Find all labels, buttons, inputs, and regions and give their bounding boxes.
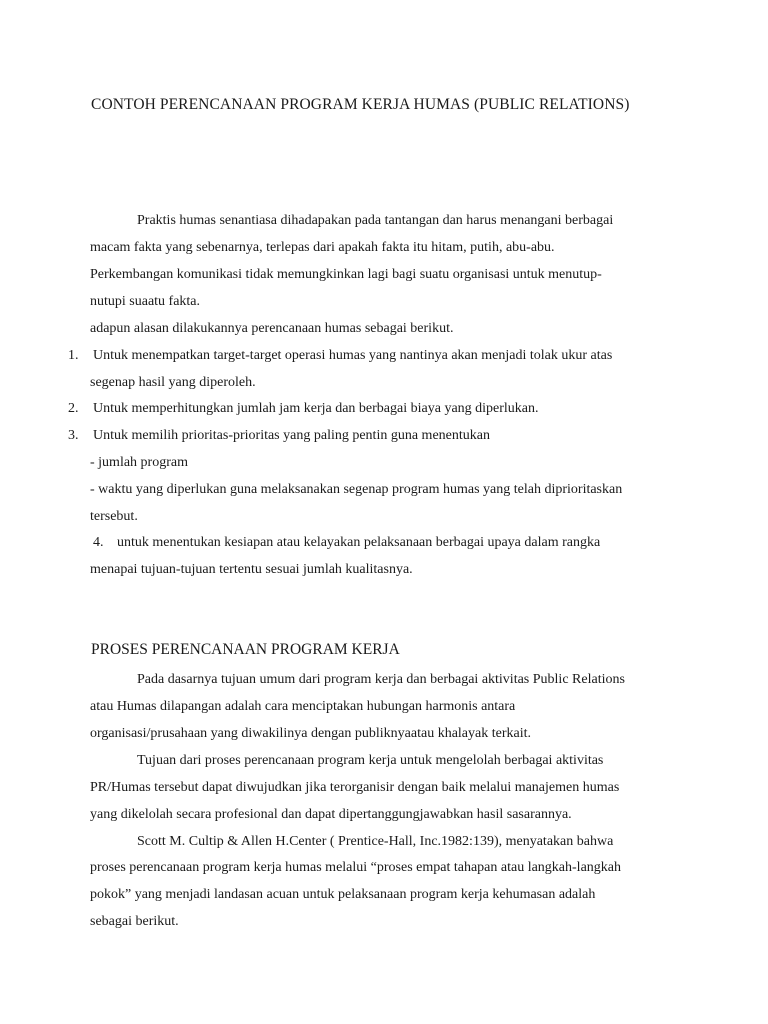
intro-line-4: nutupi suaatu fakta. <box>90 294 201 309</box>
list-number-3: 3. <box>68 428 79 443</box>
list-item-1-line-1: Untuk menempatkan target-target operasi humas yang nantinya akan menjadi tolak ukur atas <box>93 348 613 363</box>
intro-line-5: adapun alasan dilakukannya perencanaan humas sebagai berikut. <box>90 321 454 336</box>
list-item-3-sub-1: - jumlah program <box>90 455 188 470</box>
intro-line-3: Perkembangan komunikasi tidak memungkinkan lagi bagi suatu organisasi untuk menutup- <box>90 267 602 282</box>
list-item-2-line-1: Untuk memperhitungkan jumlah jam kerja dan berbagai biaya yang diperlukan. <box>93 401 539 416</box>
intro-line-2: macam fakta yang sebenarnya, terlepas dari apakah fakta itu hitam, putih, abu-abu. <box>90 240 555 255</box>
section-heading: PROSES PERENCANAAN PROGRAM KERJA <box>91 641 400 658</box>
section-line-3: organisasi/prusahaan yang diwakilinya dengan publiknyaatau khalayak terkait. <box>90 726 531 741</box>
list-number-1: 1. <box>68 348 79 363</box>
section-line-1: Pada dasarnya tujuan umum dari program kerja dan berbagai aktivitas Public Relations <box>137 672 625 687</box>
section-line-4: Tujuan dari proses perencanaan program kerja untuk mengelolah berbagai aktivitas <box>137 753 604 768</box>
section-line-9: pokok” yang menjadi landasan acuan untuk pelaksanaan program kerja kehumasan adalah <box>90 887 596 902</box>
list-item-3-line-1: Untuk memilih prioritas-prioritas yang paling pentin guna menentukan <box>93 428 490 443</box>
intro-line-1: Praktis humas senantiasa dihadapakan pada tantangan dan harus menangani berbagai <box>137 213 614 228</box>
section-line-2: atau Humas dilapangan adalah cara menciptakan hubungan harmonis antara <box>90 699 516 714</box>
section-line-6: yang dikelolah secara profesional dan dapat dipertanggungjawabkan hasil sasarannya. <box>90 807 572 822</box>
list-number-2: 2. <box>68 401 79 416</box>
list-item-4-line-1: untuk menentukan kesiapan atau kelayakan pelaksanaan berbagai upaya dalam rangka <box>117 535 601 550</box>
list-item-1-line-2: segenap hasil yang diperoleh. <box>90 375 256 390</box>
section-line-10: sebagai berikut. <box>90 914 179 929</box>
list-number-4: 4. <box>93 535 104 550</box>
document-title: CONTOH PERENCANAAN PROGRAM KERJA HUMAS (PUBLIC RELATIONS) <box>91 96 630 113</box>
section-line-7: Scott M. Cultip & Allen H.Center ( Prentice-Hall, Inc.1982:139), menyatakan bahwa <box>137 834 614 849</box>
section-line-5: PR/Humas tersebut dapat diwujudkan jika terorganisir dengan baik melalui manajemen humas <box>90 780 620 795</box>
list-item-3-sub-2-line-1: - waktu yang diperlukan guna melaksanakan segenap program humas yang telah diprioritaskan <box>90 482 623 497</box>
list-item-4-line-2: menapai tujuan-tujuan tertentu sesuai jumlah kualitasnya. <box>90 562 413 577</box>
section-line-8: proses perencanaan program kerja humas melalui “proses empat tahapan atau langkah-langkah <box>90 860 622 875</box>
list-item-3-sub-2-line-2: tersebut. <box>90 509 138 524</box>
